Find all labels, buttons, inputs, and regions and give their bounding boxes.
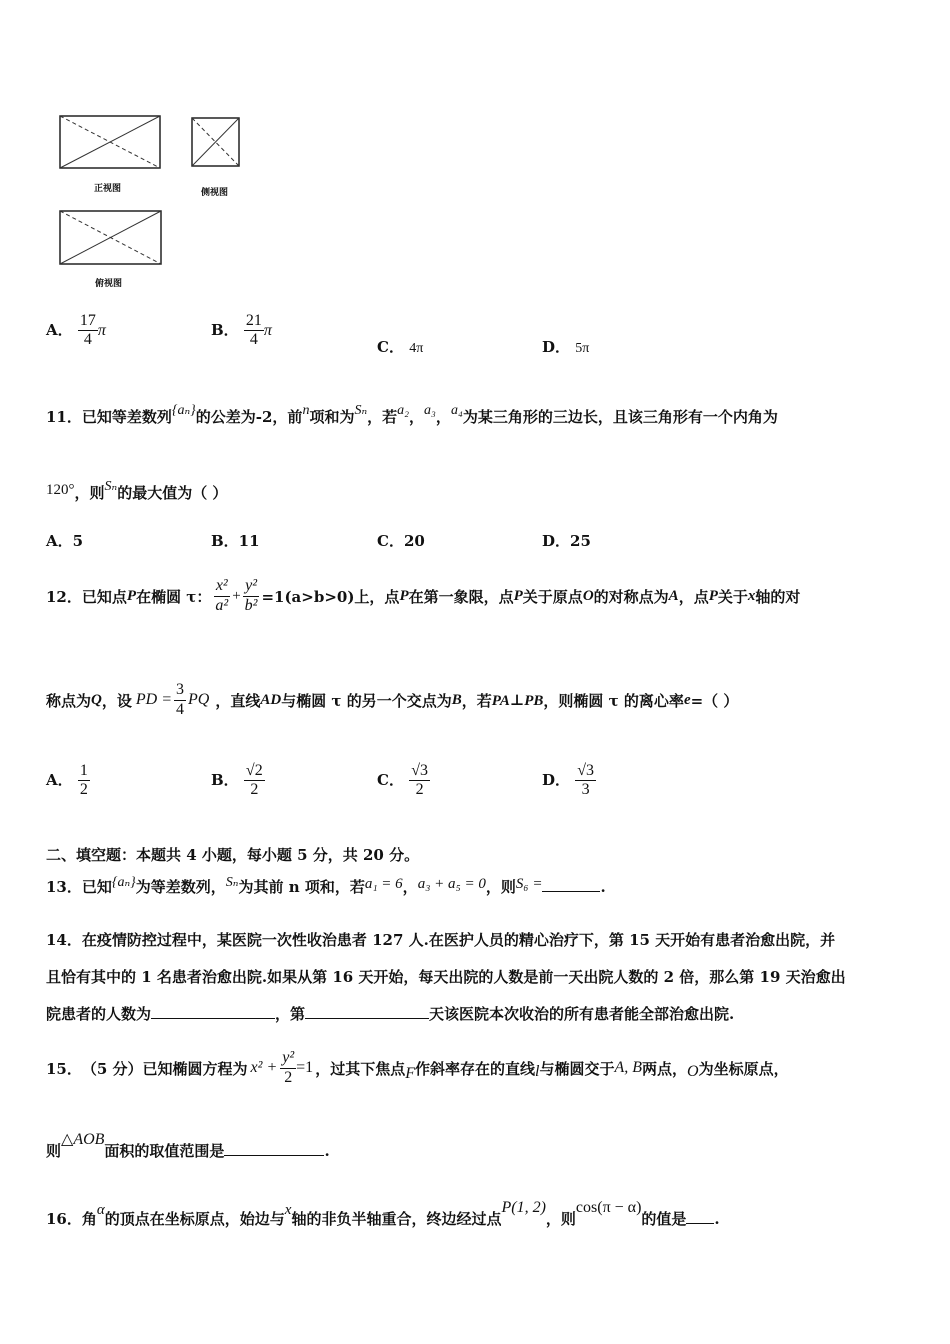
- q11-option-c: C．20: [377, 532, 425, 550]
- q12-option-b: B． $\frac{√2}{2}$: [211, 762, 263, 799]
- three-view-figure: [55, 110, 255, 290]
- q11-option-a: A．5: [46, 532, 84, 550]
- q13-answer-blank[interactable]: [542, 877, 600, 892]
- q11-option-b: B．11: [211, 532, 260, 550]
- q10-option-b: B． $\frac{21}{4}$ π: [211, 312, 272, 349]
- q14-line1: 14．在疫情防控过程中，某医院一次性收治患者 127 人.在医护人员的精心治疗下，第 15 天开始有患者治愈出院，并: [46, 931, 836, 949]
- q11-option-d: D．25: [542, 532, 591, 550]
- q11-stem-line2: 120°，则Sₙ的最大值为（ ）: [46, 479, 228, 502]
- q12-option-c: C． $\frac{√3}{2}$: [377, 762, 428, 799]
- q11-stem-line1: 11．已知等差数列{aₙ}的公差为-2，前n项和为Sₙ，若a₂，a₃，a₄为某三角形的三边长，且该三角形有一个内角为: [46, 403, 778, 426]
- q15-stem-line1: 15． （5 分）已知椭圆方程为 x² + $\frac{\text{y²}}{2}$ =1 ，过其下焦点 F 作斜率存在的直线 l 与椭圆交于 A, B 两点， O 为坐标原点，: [46, 1049, 789, 1086]
- top-view-diagram: [60, 211, 161, 264]
- q12-stem-line2: 称点为 Q ，设 PD = $\frac{3}{4}$ PQ ，直线 AD 与椭圆 τ 的另一个交点为 B ，若 PA⊥PB ，则椭圆 τ 的离心率 e =（ ）: [46, 681, 739, 718]
- q16-answer-blank[interactable]: [686, 1209, 714, 1224]
- q15-answer-blank[interactable]: [224, 1141, 324, 1156]
- q12-stem-line1: 12． 已知点 P 在椭圆 τ： $\frac{\text{x²}}{\text{a²}}$ + $\frac{\text{y²}}{\text{b²}}$ =1(a>b>0)上，点 P 在第一象限，点 P 关于原点 O 的对称点为 A ，点 P 关于 x 轴的对: [46, 577, 801, 614]
- q10-option-c: C． 4π: [377, 338, 424, 356]
- q10-option-d: D． 5π: [542, 338, 590, 356]
- q16-stem: 16．角α的顶点在坐标原点，始边与x轴的非负半轴重合，终边经过点P(1, 2)，则cos(π − α)的值是 .: [46, 1199, 720, 1228]
- top-view-caption: 俯视图: [95, 279, 123, 289]
- q10-option-a: A． $\frac{17}{4}$ π: [46, 312, 106, 349]
- q13-stem: 13．已知{aₙ}为等差数列，Sₙ为其前 n 项和，若a₁ = 6，a₃ + a₅ = 0，则S₆ = .: [46, 875, 606, 896]
- q12-option-d: D． $\frac{√3}{3}$: [542, 762, 595, 799]
- q14-line3: 院患者的人数为 ，第 天该医院本次收治的所有患者能全部治愈出院.: [46, 1005, 735, 1023]
- side-view-diagram: [192, 118, 239, 166]
- q14-answer-blank-1[interactable]: [151, 1004, 275, 1019]
- q15-stem-line2: 则△AOB面积的取值范围是 .: [46, 1131, 330, 1160]
- q14-answer-blank-2[interactable]: [305, 1004, 429, 1019]
- side-view-caption: 侧视图: [201, 188, 229, 198]
- front-view-caption: 正视图: [94, 184, 122, 194]
- q12-option-a: A． $\frac{1}{2}$: [46, 762, 88, 799]
- q14-line2: 且恰有其中的 1 名患者治愈出院.如果从第 16 天开始，每天出院的人数是前一天出院人数的 2 倍，那么第 19 天治愈出: [46, 968, 846, 986]
- front-view-diagram: [60, 116, 160, 168]
- section-heading-fill-in: 二、填空题：本题共 4 小题，每小题 5 分，共 20 分。: [46, 846, 420, 864]
